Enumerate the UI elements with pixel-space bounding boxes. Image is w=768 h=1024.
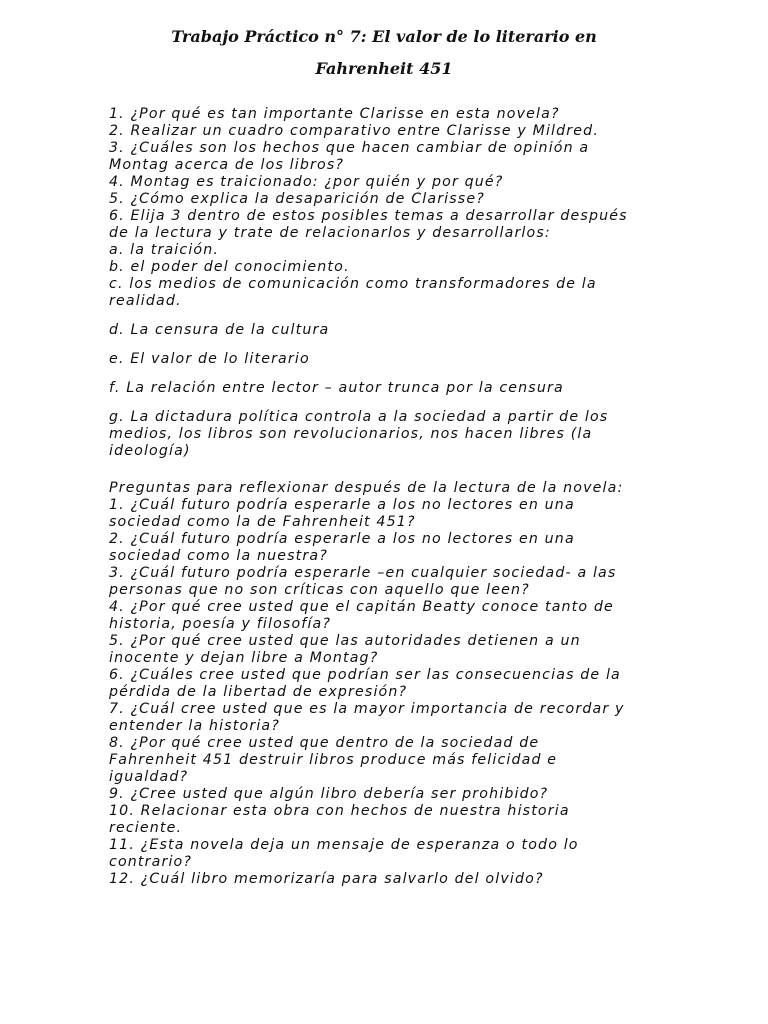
reflection-question-line: 12. ¿Cuál libro memorizaría para salvarlo del olvido? [109,871,544,887]
reflection-question-line: igualdad? [109,769,189,785]
reflection-question-line: inocente y dejan libre a Montag? [109,650,379,666]
topic-g-line: ideología) [109,443,191,459]
reflection-questions-section [109,497,669,888]
document-title-line-1: Trabajo Práctico n° 7: El valor de lo literario en [171,27,597,46]
reflection-heading: Preguntas para reflexionar después de la lectura de la novela: [109,480,624,496]
topic-line: realidad. [109,293,182,309]
reflection-question-line: 2. ¿Cuál futuro podría esperarle a los no lectores en una [109,531,575,547]
question-line: 3. ¿Cuáles son los hechos que hacen cambiar de opinión a [109,140,590,156]
reflection-question-line: 3. ¿Cuál futuro podría esperarle –en cualquier sociedad- a las [109,565,617,581]
reflection-question-line: contrario? [109,854,193,870]
topic-g-line: g. La dictadura política controla a la sociedad a partir de los [109,409,609,425]
question-line: 4. Montag es traicionado: ¿por quién y por qué? [109,174,504,190]
topic-line: c. los medios de comunicación como transformadores de la [109,276,597,292]
topic-e: e. El valor de lo literario [109,351,310,367]
topic-line: b. el poder del conocimiento. [109,259,350,275]
reflection-question-line: entender la historia? [109,718,280,734]
reflection-question-line: 8. ¿Por qué cree usted que dentro de la sociedad de [109,735,540,751]
reflection-question-line: 11. ¿Esta novela deja un mensaje de esperanza o todo lo [109,837,579,853]
topic-g [109,409,669,460]
question-line: Montag acerca de los libros? [109,157,345,173]
question-line: de la lectura y trate de relacionarlos y desarrollarlos: [109,225,551,241]
reflection-question-line: 5. ¿Por qué cree usted que las autoridades detienen a un [109,633,581,649]
reflection-question-line: Fahrenheit 451 destruir libros produce más felicidad e [109,752,558,768]
reflection-question-line: 9. ¿Cree usted que algún libro debería ser prohibido? [109,786,549,802]
reflection-question-line: sociedad como la nuestra? [109,548,328,564]
reflection-question-line: 1. ¿Cuál futuro podría esperarle a los no lectores en una [109,497,575,513]
section-spacer [109,460,669,480]
reflection-question-line: historia, poesía y filosofía? [109,616,332,632]
paragraph-spacer [109,339,669,351]
reflection-question-line: 7. ¿Cuál cree usted que es la mayor importancia de recordar y [109,701,625,717]
reflection-question-line: pérdida de la libertad de expresión? [109,684,408,700]
questions-section [109,106,669,310]
reflection-question-line: reciente. [109,820,183,836]
topic-line: a. la traición. [109,242,220,258]
reflection-question-line: personas que no son críticas con aquello que leen? [109,582,530,598]
topic-g-line: medios, los libros son revolucionarios, nos hacen libres (la [109,426,593,442]
reflection-question-line: 10. Relacionar esta obra con hechos de nuestra historia [109,803,570,819]
question-line: 5. ¿Cómo explica la desaparición de Clarisse? [109,191,485,207]
question-line: 1. ¿Por qué es tan importante Clarisse en esta novela? [109,106,560,122]
document-body [109,106,669,888]
paragraph-spacer [109,397,669,409]
question-line: 6. Elija 3 dentro de estos posibles temas a desarrollar después [109,208,628,224]
topic-d: d. La censura de la cultura [109,322,330,338]
document-title-line-2: Fahrenheit 451 [315,59,453,78]
reflection-question-line: 6. ¿Cuáles cree usted que podrían ser las consecuencias de la [109,667,621,683]
question-line: 2. Realizar un cuadro comparativo entre Clarisse y Mildred. [109,123,599,139]
paragraph-spacer [109,368,669,380]
reflection-question-line: sociedad como la de Fahrenheit 451? [109,514,416,530]
topic-f: f. La relación entre lector – autor trunca por la censura [109,380,564,396]
reflection-question-line: 4. ¿Por qué cree usted que el capitán Beatty conoce tanto de [109,599,614,615]
paragraph-spacer [109,310,669,322]
